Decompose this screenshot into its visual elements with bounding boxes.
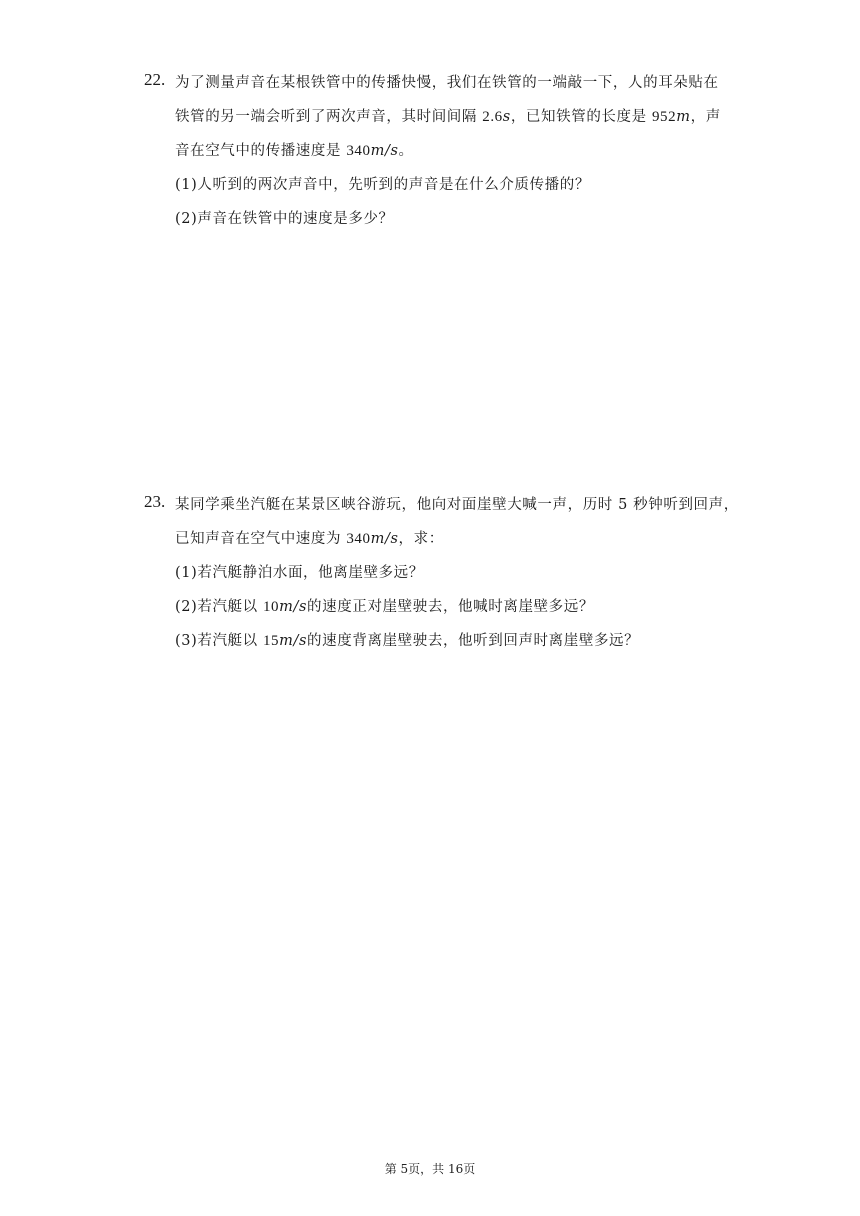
sub-question: (1)若汽艇静泊水面，他离崖壁多远？ [175, 565, 424, 581]
unit: m/s [279, 599, 308, 615]
sub-question [175, 624, 724, 658]
page-number: 5 [400, 1162, 409, 1176]
stem-text: 音在空气中的传播速度是 [175, 143, 342, 159]
question-stem [175, 66, 724, 236]
sub-question: (1)人听到的两次声音中，先听到的声音是在什么介质传播的？ [175, 177, 590, 193]
unit: m/s [370, 531, 399, 547]
footer-text: 页，共 [408, 1162, 448, 1176]
footer-text: 页 [463, 1162, 476, 1176]
stem-text: 铁管的另一端会听到了两次声音，其时间间隔 [175, 109, 477, 125]
page-total: 16 [448, 1162, 464, 1176]
sub-question: (2)声音在铁管中的速度是多少？ [175, 211, 394, 227]
unit: m [676, 109, 691, 125]
stem-text: ，求： [398, 531, 444, 547]
stem-line: 某同学乘坐汽艇在某景区峡谷游玩，他向对面崖壁大喊一声，历时 5 秒钟听到回声， [175, 497, 739, 513]
sub-text: (3)若汽艇以 [175, 633, 263, 649]
question-number: 22. [144, 70, 166, 89]
value: 952 [651, 109, 677, 125]
value: 10 [262, 599, 280, 615]
sub-question [175, 590, 724, 624]
value: 15 [262, 633, 280, 649]
sub-text: (2)若汽艇以 [175, 599, 263, 615]
question-22 [144, 66, 724, 236]
stem-text: 已知声音在空气中速度为 [175, 531, 342, 547]
sub-text: 的速度背离崖壁驶去，他听到回声时离崖壁多远？ [307, 633, 640, 649]
value: 2.6 [482, 109, 503, 125]
unit: s [502, 109, 511, 125]
question-23 [144, 488, 739, 658]
unit: m/s [370, 143, 399, 159]
value: 340 [346, 531, 371, 547]
unit: m/s [279, 633, 308, 649]
footer-text: 第 [384, 1162, 401, 1176]
stem-line [175, 522, 724, 556]
stem-line: 为了测量声音在某根铁管中的传播快慢，我们在铁管的一端敲一下，人的耳朵贴在 [175, 75, 719, 91]
sub-text: 的速度正对崖壁驶去，他喊时离崖壁多远？ [307, 599, 594, 615]
stem-text: ，已知铁管的长度是 [510, 109, 647, 125]
stem-line [175, 134, 724, 168]
stem-line [175, 100, 724, 134]
question-stem [175, 488, 739, 658]
page-footer [0, 1160, 860, 1177]
stem-text: 。 [398, 143, 414, 159]
question-number: 23. [144, 492, 166, 511]
value: 340 [346, 143, 371, 159]
stem-text: ，声 [690, 109, 721, 125]
